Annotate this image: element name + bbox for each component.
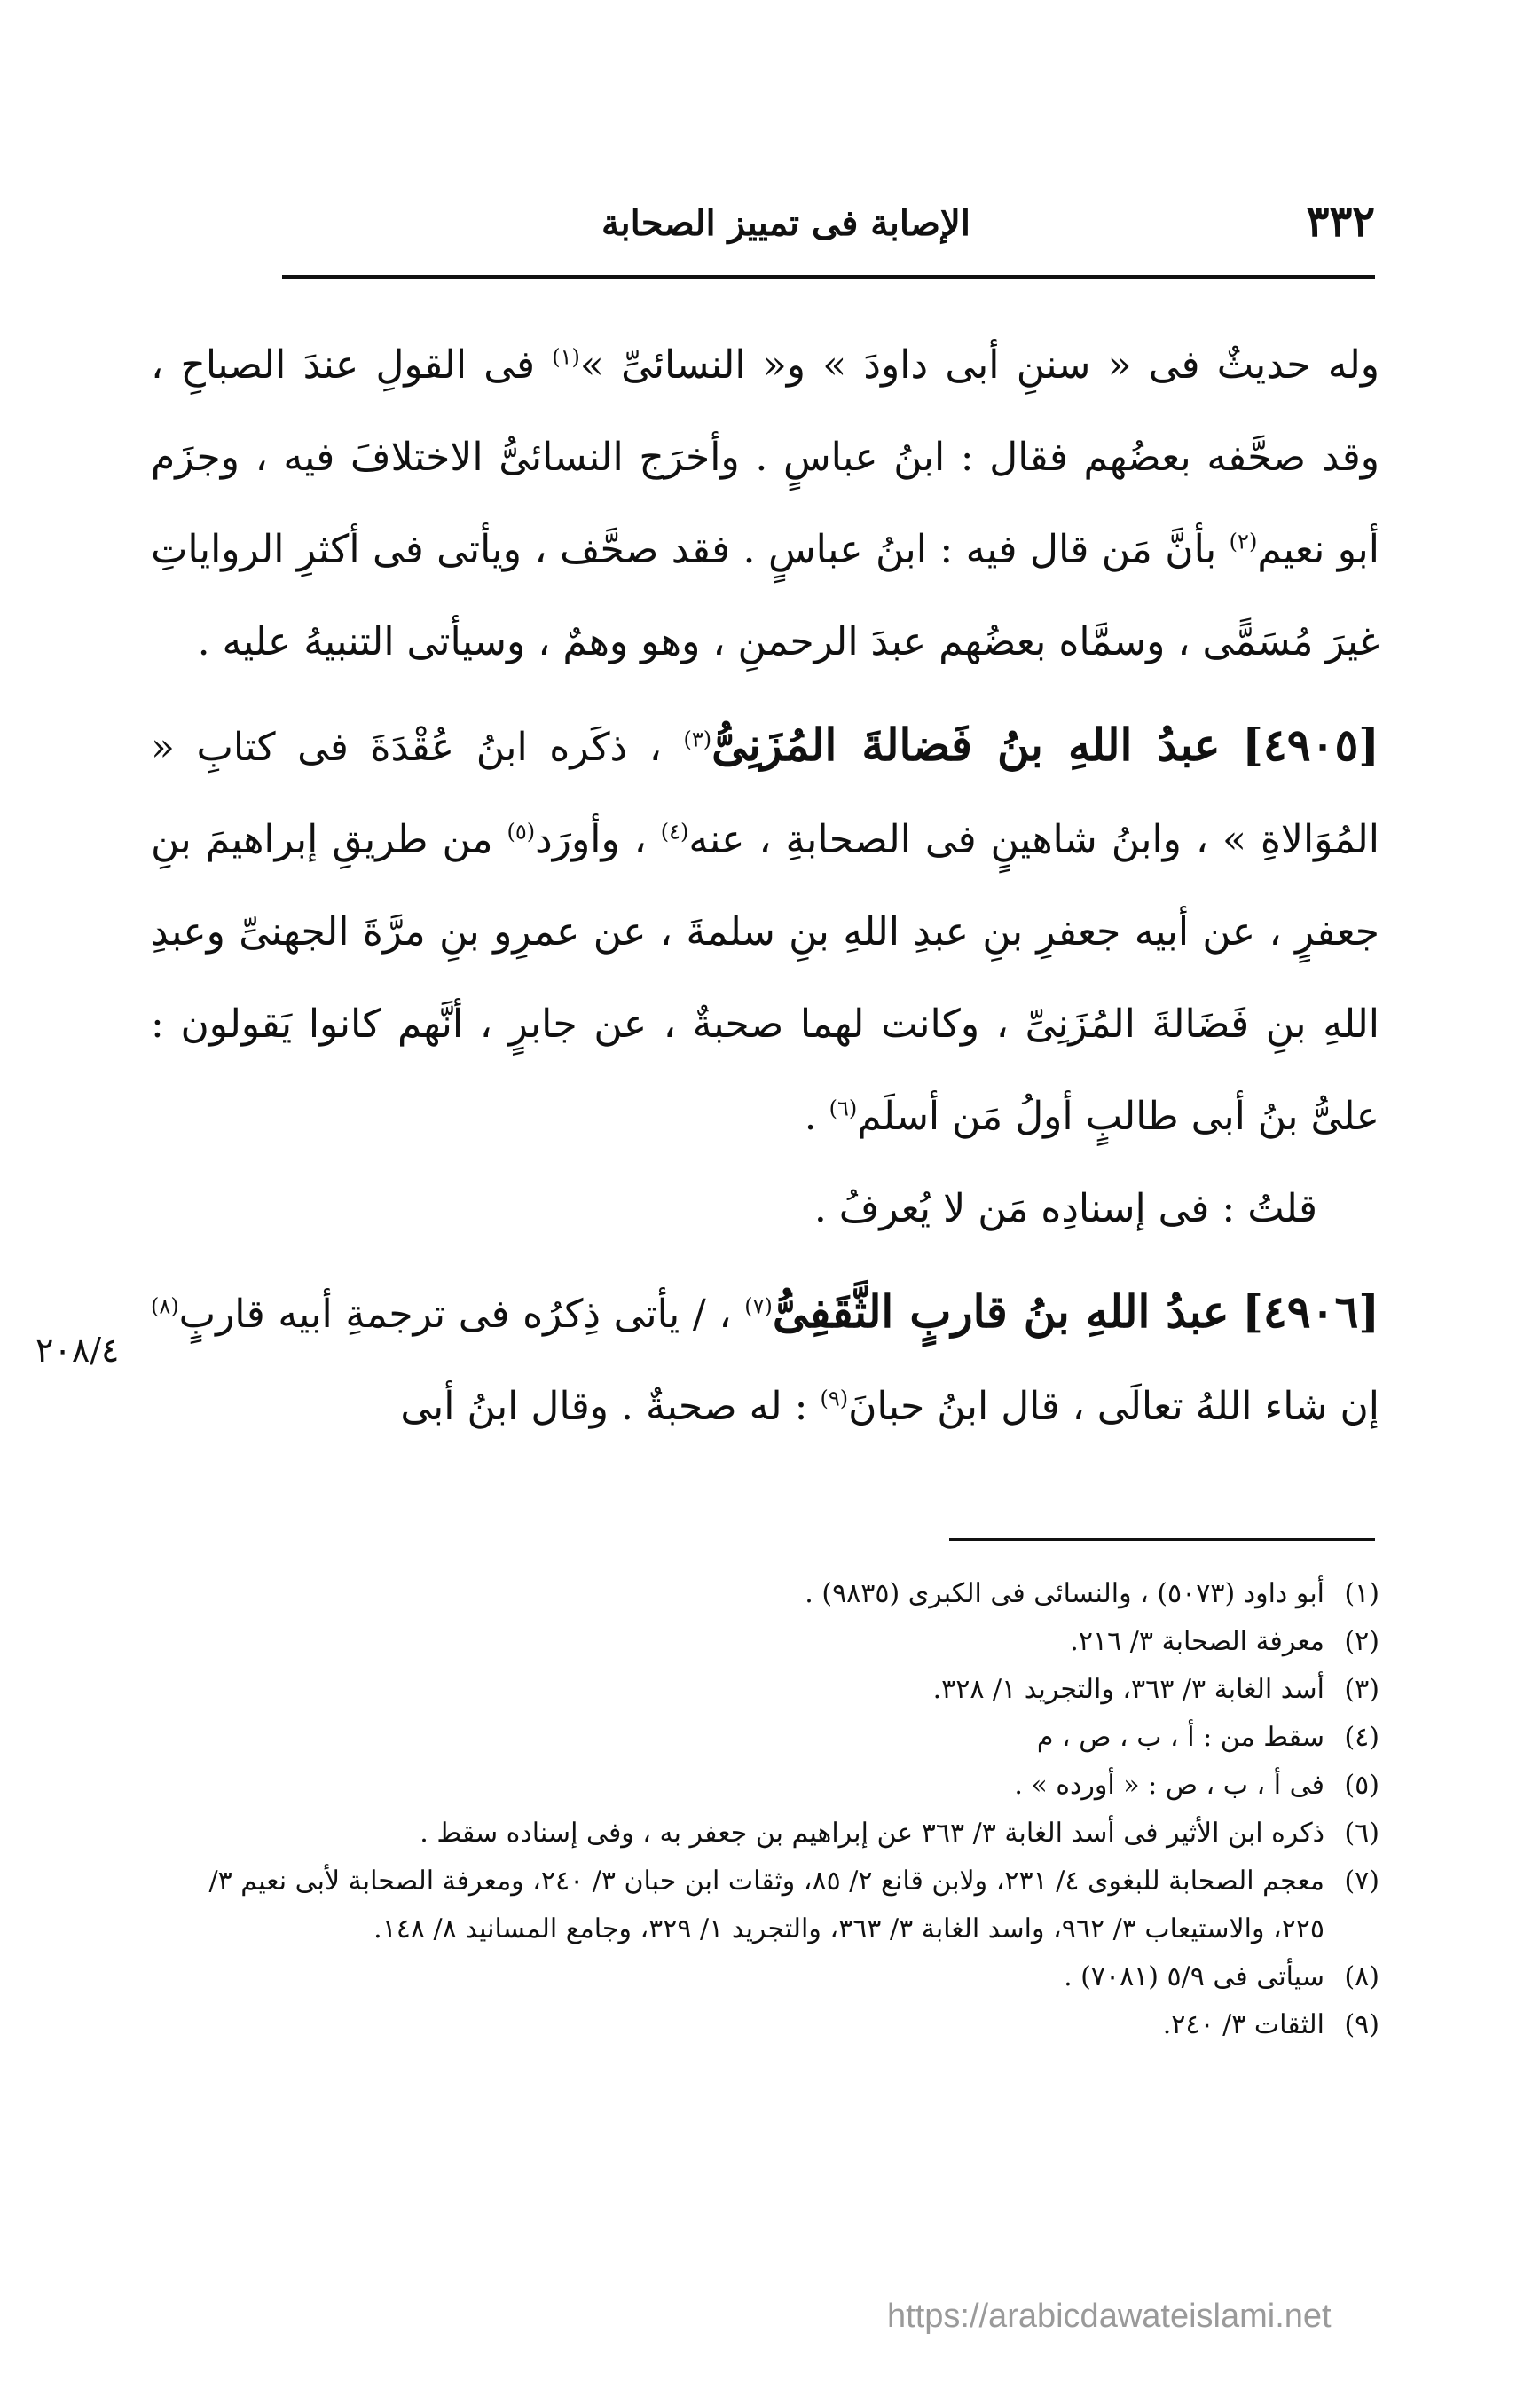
header-rule <box>282 275 1375 279</box>
footnote: (٦)ذكره ابن الأثير فى أسد الغابة ٣/ ٣٦٣ عن إبراهيم بن جعفر به ، وفى إسناده سقط . <box>420 1818 1379 1849</box>
footnote: (٧)معجم الصحابة للبغوى ٤/ ٢٣١، ولابن قانع ٢/ ٨٥، وثقات ابن حبان ٣/ ٢٤٠، ومعرفة الصحابة لأبى نعيم ٣/ ٢٢٥، والاستيعاب ٣/ ٩٦٢، واسد الغابة ٣/ ٣٦٣، والتجريد ١/ ٣٢٩، وجامع المسانيد ٨/ ١٤٨. <box>208 1866 1379 1944</box>
footnote-ref[interactable]: (٨) <box>151 1293 179 1319</box>
footnote-ref[interactable]: (٩) <box>820 1386 849 1411</box>
editor-note: قلتُ : فى إسنادِه مَن لا يُعرفُ . <box>813 1186 1317 1231</box>
entry-number: [٤٩٠٦] <box>1242 1285 1379 1338</box>
watermark-url: https://arabicdawateislami.net <box>887 2298 1332 2335</box>
footnote: (٥)فى أ ، ب ، ص : « أورده » . <box>1014 1770 1379 1801</box>
running-title: الإصابة فى تمييز الصحابة <box>601 202 970 244</box>
footnote-ref[interactable]: (٥) <box>507 819 536 845</box>
footnote-ref[interactable]: (٤) <box>660 819 689 845</box>
page-number: ٣٣٢ <box>1306 197 1375 247</box>
page-header <box>282 197 1375 250</box>
footnote-rule <box>949 1538 1375 1541</box>
footnote-ref[interactable]: (٦) <box>829 1096 858 1121</box>
entry-number: [٤٩٠٥] <box>1242 719 1379 771</box>
margin-reference: ٢٠٨/٤ <box>35 1331 120 1370</box>
footnote: (١)أبو داود (٥٠٧٣) ، والنسائى فى الكبرى (٩٨٣٥) . <box>805 1578 1379 1609</box>
footnote: (٤)سقط من : أ ، ب ، ص ، م <box>1036 1722 1379 1753</box>
entry-name: عبدُ اللهِ بنُ قاربٍ الثَّقَفِىُّ <box>772 1285 1230 1338</box>
footnotes <box>151 1570 1379 2049</box>
footnote-ref[interactable]: (٧) <box>744 1293 773 1319</box>
entry-4905: [٤٩٠٥] عبدُ اللهِ بنُ فَضالةَ المُزَنِىُّ$^{(٣)}$ ، ذكَره ابنُ عُقْدَةَ فى كتابِ « المُوَالاةِ » ، وابنُ شاهينٍ فى الصحابةِ ، عنه$^{(٤)}$ ، وأورَد$^{(٥)}$ من طريقِ إبراهيمَ بنِ جعفرٍ ، عن أبيه جعفرِ بنِ عبدِ اللهِ بنِ سلمةَ ، عن عمرِو بنِ مرَّةَ الجهنىِّ وعبدِ اللهِ بنِ فَضَالةَ المُزَنِىِّ ، وكانت لهما صحبةٌ ، عن جابرٍ ، أنَّهم كانوا يَقولون : علىُّ بنُ أبى طالبٍ أولُ مَن أسلَم$^{(٦)}$ . <box>151 719 1379 1139</box>
footnote-ref[interactable]: (٣) <box>683 727 712 752</box>
entry-4906: [٤٩٠٦] عبدُ اللهِ بنُ قاربٍ الثَّقَفِىُّ$^{(٧)}$ ، / يأتى ذِكرُه فى ترجمةِ أبيه قاربٍ$^{(٨)}$ إن شاء اللهُ تعالَى ، قال ابنُ حبانَ$^{(٩)}$ : له صحبةٌ . وقال ابنُ أبى <box>151 1285 1379 1429</box>
paragraph-1: وله حديثٌ فى « سننِ أبى داودَ » و« النسائىِّ »$^{(١)}$ فى القولِ عندَ الصباحِ ، وقد صحَّفه بعضُهم فقال : ابنُ عباسٍ . وأخرَج النسائىُّ الاختلافَ فيه ، وجزَم أبو نعيم$^{(٢)}$ بأنَّ مَن قال فيه : ابنُ عباسٍ . فقد صحَّف ، ويأتى فى أكثرِ الرواياتِ غيرَ مُسَمًّى ، وسمَّاه بعضُهم عبدَ الرحمنِ ، وهو وهمٌ ، وسيأتى التنبيهُ عليه . <box>151 342 1379 664</box>
footnote-ref[interactable]: (١) <box>552 344 580 370</box>
footnote-ref[interactable]: (٢) <box>1229 529 1258 554</box>
entry-name: عبدُ اللهِ بنُ فَضالةَ المُزَنِىُّ <box>711 719 1221 771</box>
footnote: (٢)معرفة الصحابة ٣/ ٢١٦. <box>1070 1626 1379 1657</box>
main-text <box>151 319 1379 1453</box>
footnote: (٣)أسد الغابة ٣/ ٣٦٣، والتجريد ١/ ٣٢٨. <box>932 1674 1379 1705</box>
footnote: (٨)سيأتى فى ٥/٩ (٧٠٨١) . <box>1064 1961 1379 1992</box>
footnote: (٩)الثقات ٣/ ٢٤٠. <box>1162 2009 1379 2040</box>
